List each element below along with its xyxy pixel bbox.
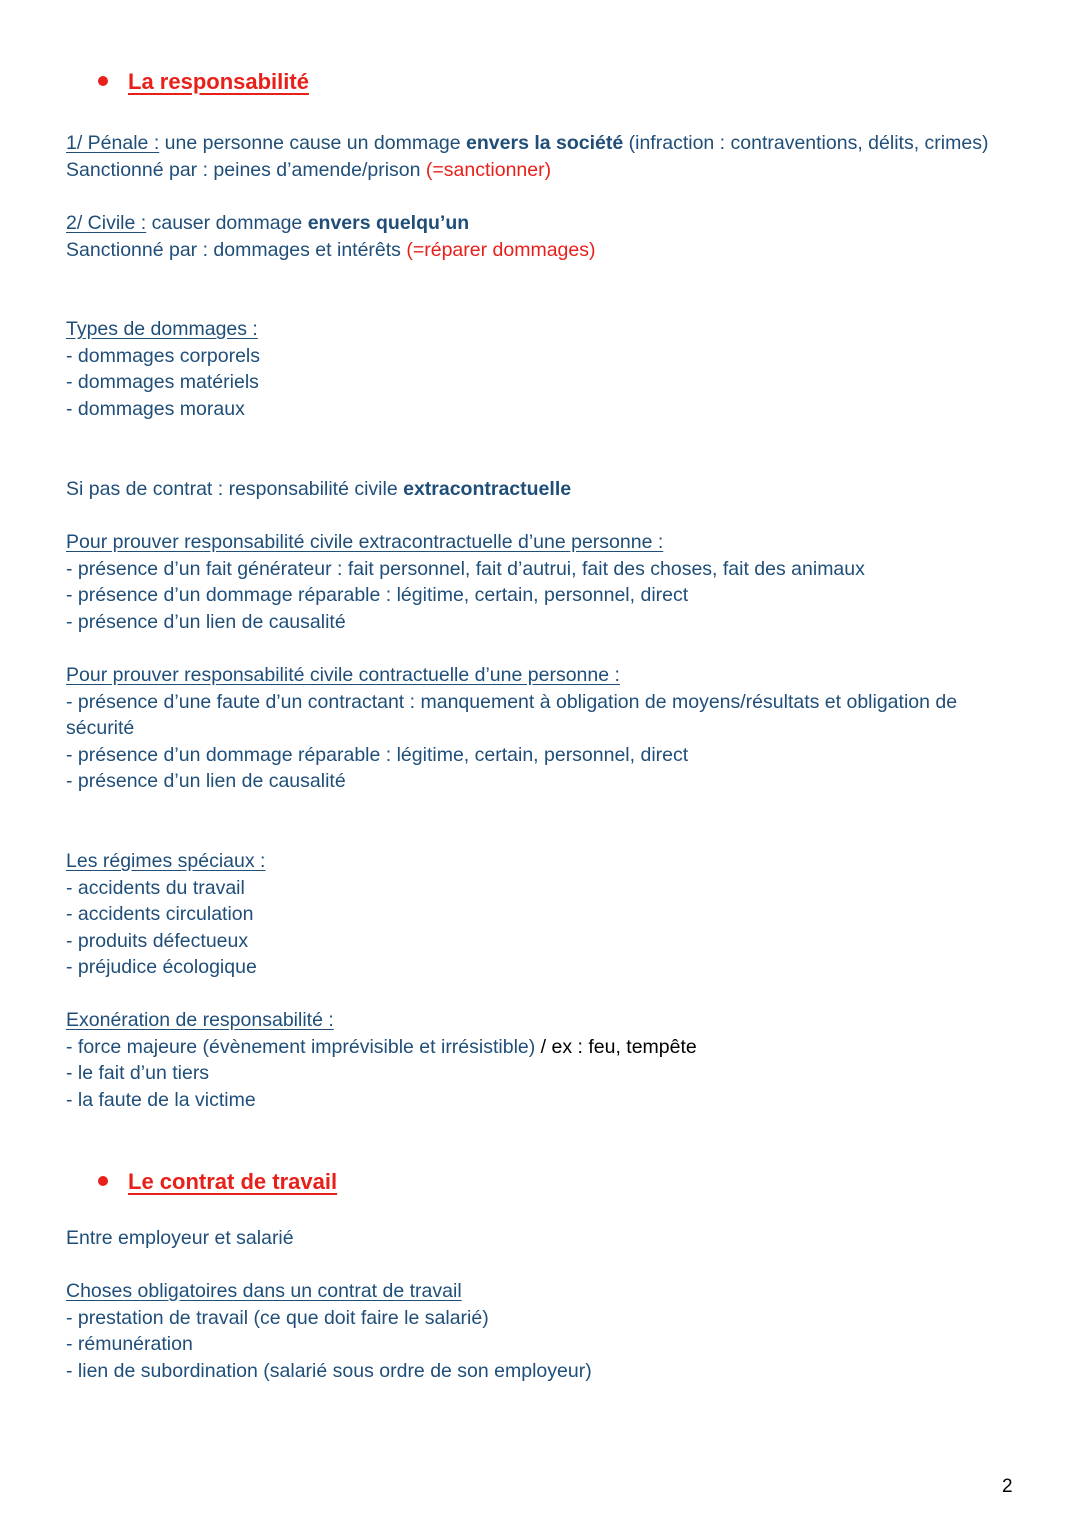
obligatoires-block bbox=[66, 1278, 1026, 1384]
penale-text: une personne cause un dommage bbox=[159, 132, 467, 154]
list-item: - présence d’un dommage réparable : légitime, certain, personnel, direct bbox=[66, 743, 689, 766]
section-title: Le contrat de travail bbox=[128, 1169, 338, 1194]
bullet-icon bbox=[98, 1176, 108, 1186]
list-item: - présence d’un fait générateur : fait personnel, fait d’autrui, fait des choses, fait des animaux bbox=[66, 557, 865, 580]
list-item: - présence d’une faute d’un contractant : manquement à obligation de moyens/résultats et obligation de sécurité bbox=[66, 690, 958, 740]
list-item: - produits défectueux bbox=[66, 929, 249, 952]
civile-text: causer dommage bbox=[146, 212, 308, 234]
penale-block bbox=[66, 130, 1026, 183]
penale-label: 1/ Pénale : bbox=[66, 132, 160, 154]
civile-bold: envers quelqu’un bbox=[307, 212, 470, 234]
civile-sanction-red: (=réparer dommages) bbox=[406, 238, 596, 261]
sans-contrat-bold: extracontractuelle bbox=[403, 478, 572, 500]
section-heading-responsabilite bbox=[98, 68, 309, 96]
page-number: 2 bbox=[1002, 1476, 1013, 1497]
civile-block bbox=[66, 210, 1026, 263]
extra-block bbox=[66, 529, 1026, 635]
civile-label: 2/ Civile : bbox=[66, 212, 147, 234]
section-title: La responsabilité bbox=[128, 69, 309, 94]
exoneration-block bbox=[66, 1007, 1026, 1113]
list-item: - préjudice écologique bbox=[66, 956, 257, 979]
list-item: - présence d’un lien de causalité bbox=[66, 610, 346, 633]
extra-heading: Pour prouver responsabilité civile extracontractuelle d’une personne : bbox=[66, 531, 664, 553]
list-item: - la faute de la victime bbox=[66, 1088, 256, 1111]
contrat-intro bbox=[66, 1225, 1026, 1252]
list-item: - dommages corporels bbox=[66, 344, 260, 367]
section-heading-contrat bbox=[98, 1168, 337, 1196]
list-item: - prestation de travail (ce que doit faire le salarié) bbox=[66, 1306, 489, 1329]
sans-contrat-text: Si pas de contrat : responsabilité civile bbox=[66, 478, 404, 500]
penale-text-end: (infraction : contraventions, délits, crimes) bbox=[623, 132, 989, 154]
exoneration-heading: Exonération de responsabilité : bbox=[66, 1009, 334, 1031]
sans-contrat-line bbox=[66, 476, 1026, 503]
list-item: - lien de subordination (salarié sous ordre de son employeur) bbox=[66, 1359, 592, 1382]
exoneration-example: / ex : feu, tempête bbox=[540, 1035, 697, 1058]
penale-sanction: Sanctionné par : peines d’amende/prison bbox=[66, 158, 426, 181]
bullet-icon bbox=[98, 76, 108, 86]
list-item: - le fait d’un tiers bbox=[66, 1062, 210, 1085]
contractuelle-heading: Pour prouver responsabilité civile contractuelle d’une personne : bbox=[66, 664, 620, 686]
obligatoires-heading: Choses obligatoires dans un contrat de travail bbox=[66, 1280, 462, 1302]
list-item: - accidents circulation bbox=[66, 903, 254, 926]
list-item: - dommages moraux bbox=[66, 397, 245, 420]
list-item: - présence d’un dommage réparable : légitime, certain, personnel, direct bbox=[66, 584, 689, 607]
regimes-heading: Les régimes spéciaux : bbox=[66, 850, 266, 872]
list-item: - force majeure (évènement imprévisible et irrésistible) bbox=[66, 1035, 541, 1058]
contractuelle-block bbox=[66, 662, 1006, 795]
list-item: - accidents du travail bbox=[66, 876, 245, 899]
list-item: - dommages matériels bbox=[66, 371, 259, 394]
contrat-intro-text: Entre employeur et salarié bbox=[66, 1227, 294, 1249]
list-item: - présence d’un lien de causalité bbox=[66, 770, 346, 793]
types-heading: Types de dommages : bbox=[66, 318, 258, 340]
list-item: - rémunération bbox=[66, 1333, 193, 1356]
penale-bold: envers la société bbox=[466, 132, 624, 154]
penale-sanction-red: (=sanctionner) bbox=[425, 158, 552, 181]
regimes-block bbox=[66, 848, 1026, 981]
types-block bbox=[66, 316, 1026, 422]
civile-sanction: Sanctionné par : dommages et intérêts bbox=[66, 238, 407, 261]
